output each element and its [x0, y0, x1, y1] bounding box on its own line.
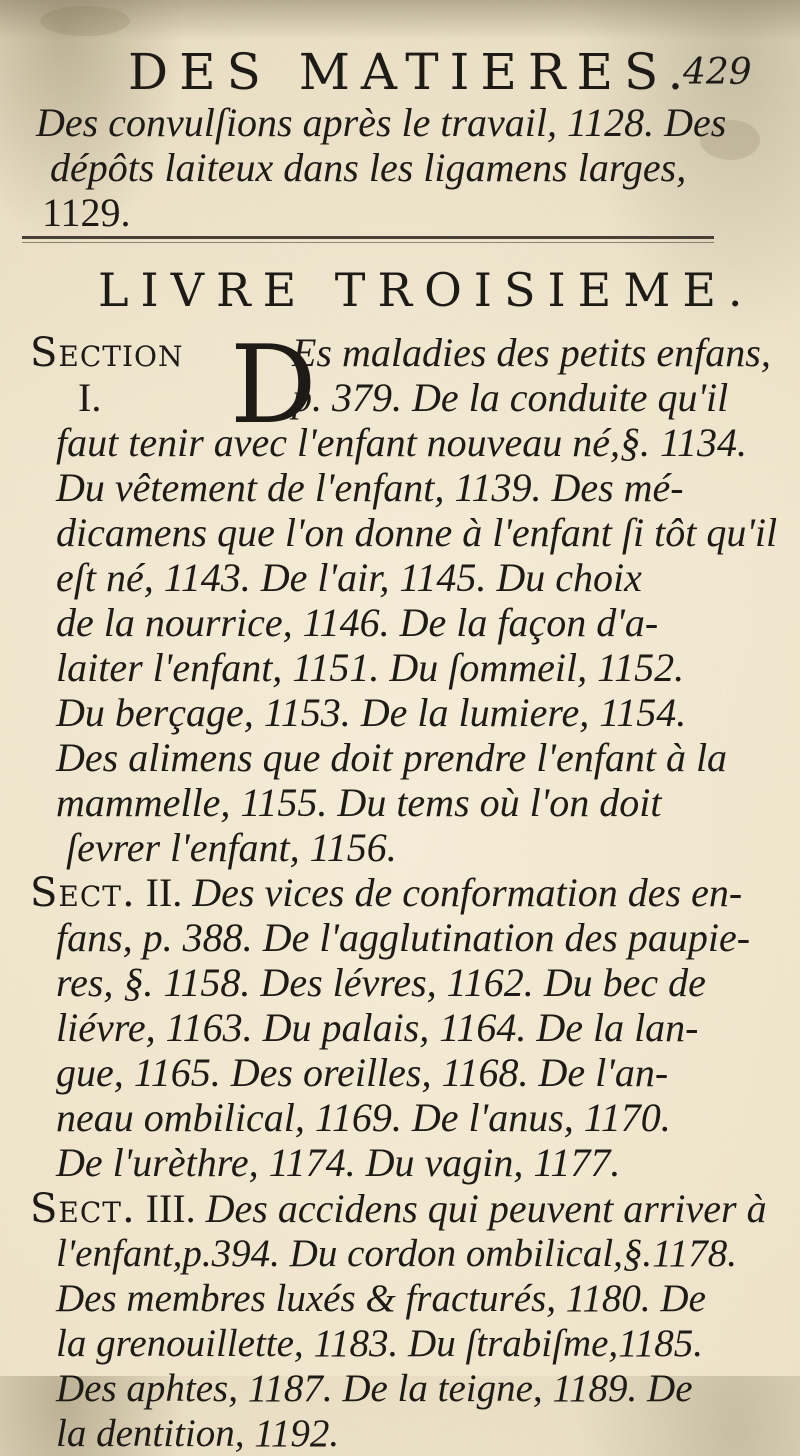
section-3-line: la grenouillette, 1183. Du ſtrabiſme,1185.	[56, 1322, 704, 1365]
section-1-number: I.	[78, 375, 102, 420]
section-3-line: Des membres luxés & fracturés, 1180. De	[56, 1277, 706, 1320]
section-3-label: Sect.	[30, 1186, 136, 1232]
section-1-entry	[30, 330, 790, 420]
section-2-line: neau ombilical, 1169. De l'anus, 1170.	[56, 1095, 671, 1140]
section-1-body	[56, 420, 796, 870]
intro-line: dépôts laiteux dans les ligamens larges,	[50, 145, 687, 190]
section-3-body	[56, 1231, 796, 1456]
section-1-line: Des alimens que doit prendre l'enfant à la	[56, 735, 728, 780]
page-number: 429	[683, 52, 752, 93]
section-2-line: liévre, 1163. Du palais, 1164. De la lan-	[56, 1005, 699, 1050]
section-1-line: mammelle, 1155. Du tems où l'on doit	[56, 780, 662, 825]
section-1-second-line	[30, 375, 790, 420]
section-1-line: faut tenir avec l'enfant nouveau né,§. 1134.	[56, 420, 747, 465]
section-3-number: III.	[145, 1186, 196, 1231]
section-1-text-line: Es maladies des petits enfans,	[292, 330, 771, 375]
intro-line: 1129.	[42, 190, 131, 235]
section-1-text-line: p. 379. De la conduite qu'il	[292, 375, 729, 420]
section-1-line: laiter l'enfant, 1151. Du ſommeil, 1152.	[56, 645, 685, 690]
section-1-line: eſt né, 1143. De l'air, 1145. Du choix	[56, 555, 642, 600]
section-3-line: la dentition, 1192.	[56, 1412, 340, 1455]
section-1-line: de la nourrice, 1146. De la façon d'a-	[56, 600, 659, 645]
section-1-line: Du vêtement de l'enfant, 1139. Des mé-	[56, 465, 684, 510]
section-2-text-line: Des vices de conformation des en-	[192, 870, 743, 915]
section-2-line: res, §. 1158. Des lévres, 1162. Du bec de	[56, 960, 706, 1005]
section-2-line: De l'urèthre, 1174. Du vagin, 1177.	[56, 1140, 621, 1185]
section-2-line: fans, p. 388. De l'agglutination des paupie-	[56, 915, 751, 960]
book-heading: LIVRE TROISIEME.	[98, 263, 755, 317]
drop-cap-letter: D	[230, 323, 317, 448]
section-2-label: Sect.	[30, 870, 136, 916]
section-1-line: Du berçage, 1153. De la lumiere, 1154.	[56, 690, 687, 735]
section-3-line: l'enfant,p.394. Du cordon ombilical,§.1178.	[56, 1232, 738, 1275]
section-1-line: ſevrer l'enfant, 1156.	[66, 825, 397, 870]
section-2-entry	[30, 870, 770, 915]
section-2-line: gue, 1165. Des oreilles, 1168. De l'an-	[56, 1050, 669, 1095]
section-3-text-line: Des accidens qui peuvent arriver à	[205, 1186, 767, 1231]
intro-entry	[30, 100, 770, 235]
running-title: DES MATIERES.	[128, 43, 695, 101]
section-divider-rule	[22, 236, 714, 239]
section-3-line: Des aphtes, 1187. De la teigne, 1189. De	[56, 1367, 693, 1410]
section-3-entry	[30, 1186, 770, 1231]
section-2-number: II.	[145, 870, 183, 915]
section-2-first-line	[30, 870, 770, 915]
paper-stain	[40, 6, 130, 36]
intro-line: Des convulſions après le travail, 1128. Des	[36, 100, 727, 145]
section-3-first-line	[30, 1186, 770, 1231]
section-2-body	[56, 915, 796, 1185]
running-head	[128, 42, 788, 102]
section-1-label: Section	[30, 330, 184, 376]
section-1-line: dicamens que l'on donne à l'enfant ſi tôt qu'il	[56, 510, 778, 555]
section-1-first-line	[30, 330, 790, 375]
section-divider-rule-thin	[22, 242, 714, 243]
